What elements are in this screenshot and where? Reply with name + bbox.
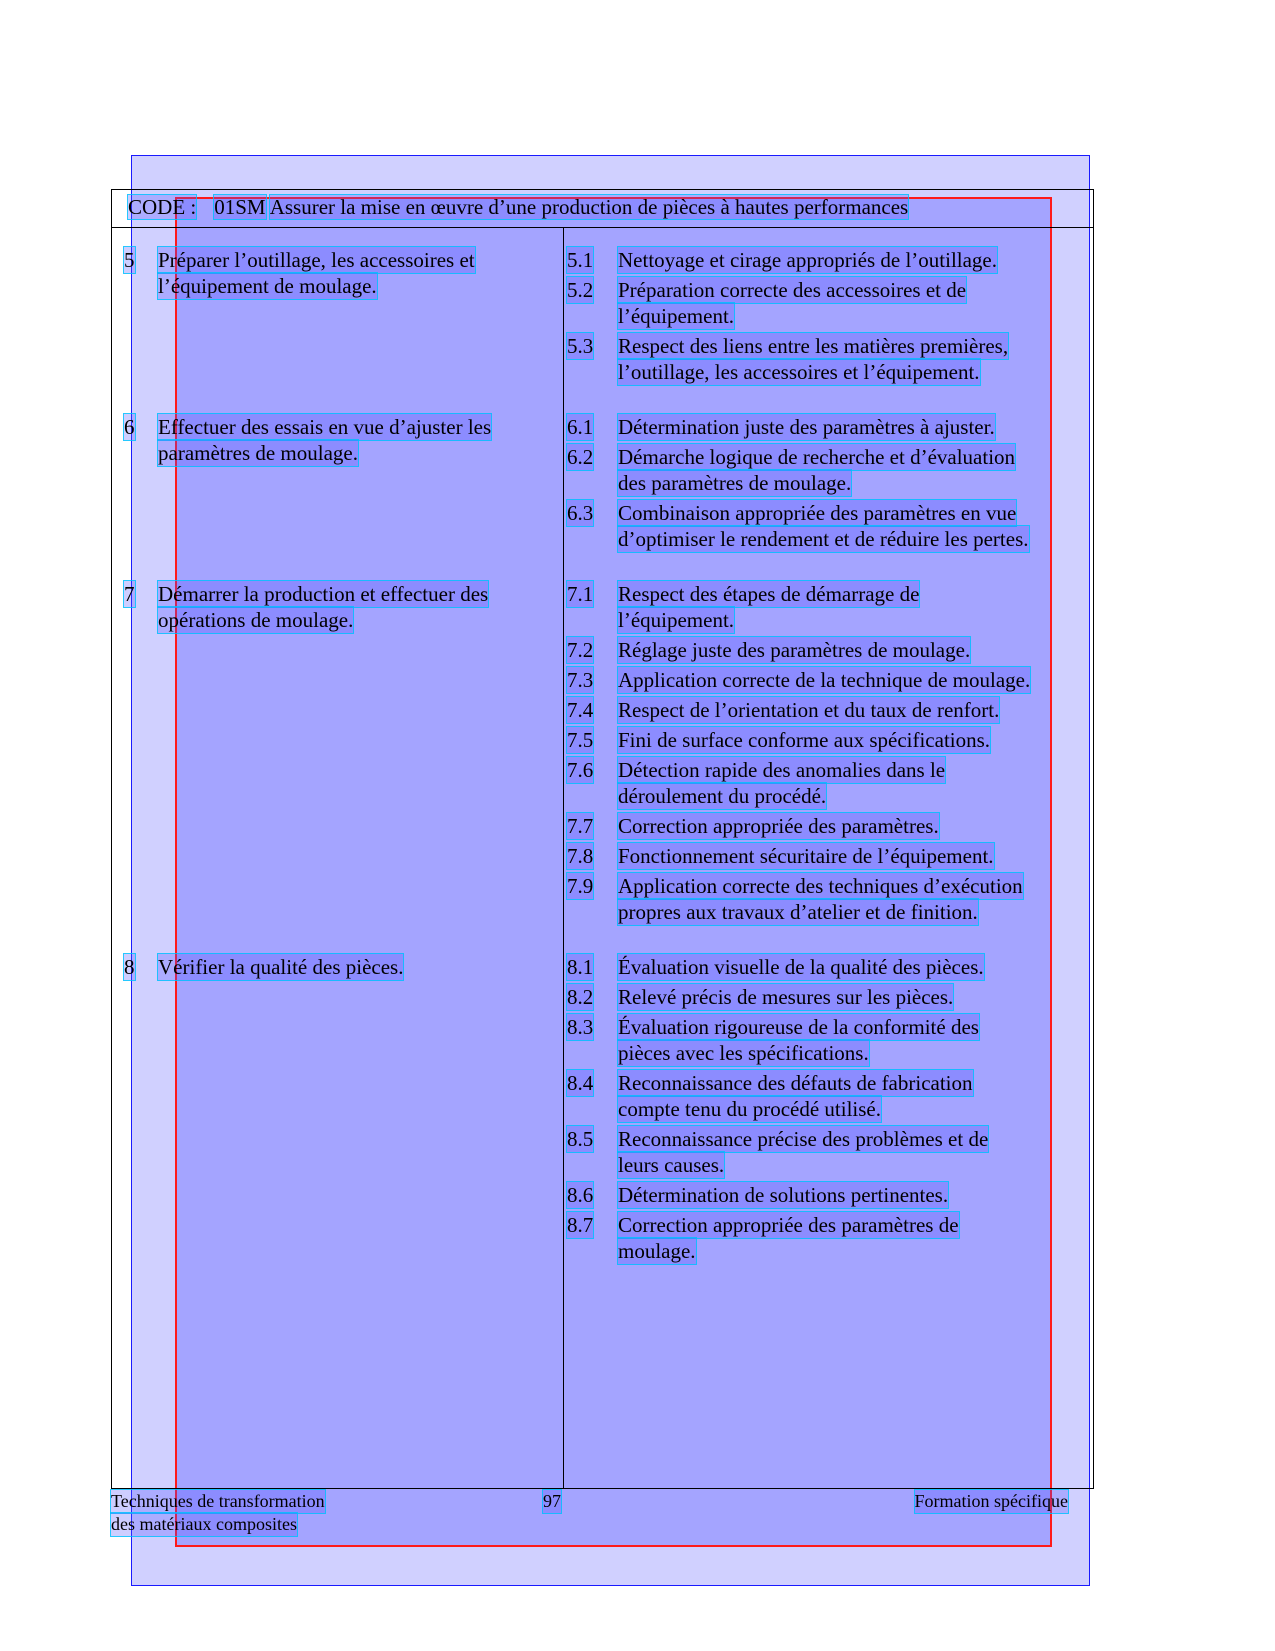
criterion-number: 8.2 bbox=[567, 985, 594, 1009]
criterion-text: Respect de l’orientation et du taux de renfort. bbox=[618, 698, 1000, 722]
criterion-text: pièces avec les spécifications. bbox=[618, 1041, 869, 1065]
criterion-number: 7.3 bbox=[567, 668, 594, 692]
code-label: CODE : bbox=[128, 195, 197, 219]
criterion-number: 5.1 bbox=[567, 248, 594, 272]
element-text: l’équipement de moulage. bbox=[158, 274, 377, 298]
code-header bbox=[128, 194, 908, 220]
criterion-number: 7.2 bbox=[567, 638, 594, 662]
criterion-text: moulage. bbox=[618, 1239, 696, 1263]
criterion-number: 7.1 bbox=[567, 582, 594, 606]
criterion-number: 7.7 bbox=[567, 814, 594, 838]
criterion-text: Détermination de solutions pertinentes. bbox=[618, 1183, 949, 1207]
criterion-text: Détection rapide des anomalies dans le bbox=[618, 758, 946, 782]
criterion-text: Respect des liens entre les matières premières, bbox=[618, 334, 1009, 358]
column-divider bbox=[563, 228, 564, 1489]
criterion-number: 8.1 bbox=[567, 955, 594, 979]
criterion-text: d’optimiser le rendement et de réduire les pertes. bbox=[618, 527, 1029, 551]
criterion-number: 7.4 bbox=[567, 698, 594, 722]
footer-left-line-1: Techniques de transformation bbox=[111, 1491, 325, 1511]
criterion-number: 7.6 bbox=[567, 758, 594, 782]
criterion-text: Détermination juste des paramètres à ajuster. bbox=[618, 415, 995, 439]
criterion-text: des paramètres de moulage. bbox=[618, 471, 852, 495]
criterion-number: 6.3 bbox=[567, 501, 594, 525]
criterion-text: Reconnaissance des défauts de fabrication bbox=[618, 1071, 973, 1095]
criterion-number: 8.5 bbox=[567, 1127, 594, 1151]
criterion-text: Évaluation rigoureuse de la conformité des bbox=[618, 1015, 979, 1039]
criterion-number: 8.6 bbox=[567, 1183, 594, 1207]
criterion-number: 6.2 bbox=[567, 445, 594, 469]
criterion-text: propres aux travaux d’atelier et de finition. bbox=[618, 900, 978, 924]
criterion-text: Fonctionnement sécuritaire de l’équipement. bbox=[618, 844, 994, 868]
criterion-text: Préparation correcte des accessoires et de bbox=[618, 278, 967, 302]
criterion-text: Fini de surface conforme aux spécifications. bbox=[618, 728, 991, 752]
element-text: Vérifier la qualité des pièces. bbox=[158, 955, 404, 979]
element-text: Démarrer la production et effectuer des bbox=[158, 582, 489, 606]
footer-right: Formation spécifique bbox=[914, 1491, 1068, 1511]
criterion-number: 6.1 bbox=[567, 415, 594, 439]
criterion-text: leurs causes. bbox=[618, 1153, 725, 1177]
code-value: 01SM bbox=[214, 195, 266, 219]
criterion-text: Reconnaissance précise des problèmes et de bbox=[618, 1127, 989, 1151]
criterion-text: Correction appropriée des paramètres. bbox=[618, 814, 939, 838]
criterion-text: l’équipement. bbox=[618, 608, 735, 632]
criterion-text: Évaluation visuelle de la qualité des pièces. bbox=[618, 955, 984, 979]
criterion-number: 7.5 bbox=[567, 728, 594, 752]
criterion-text: Application correcte de la technique de moulage. bbox=[618, 668, 1031, 692]
criterion-number: 7.8 bbox=[567, 844, 594, 868]
criterion-text: Correction appropriée des paramètres de bbox=[618, 1213, 959, 1237]
criterion-number: 8.7 bbox=[567, 1213, 594, 1237]
footer-left-line-2: des matériaux composites bbox=[111, 1514, 297, 1534]
criterion-text: l’équipement. bbox=[618, 304, 735, 328]
element-number: 5 bbox=[124, 248, 135, 272]
criterion-text: l’outillage, les accessoires et l’équipement. bbox=[618, 360, 980, 384]
element-text: Effectuer des essais en vue d’ajuster les bbox=[158, 415, 492, 439]
element-text: opérations de moulage. bbox=[158, 608, 354, 632]
criterion-text: Respect des étapes de démarrage de bbox=[618, 582, 920, 606]
criterion-text: Nettoyage et cirage appropriés de l’outillage. bbox=[618, 248, 998, 272]
criterion-number: 8.4 bbox=[567, 1071, 594, 1095]
element-text: paramètres de moulage. bbox=[158, 441, 358, 465]
element-number: 7 bbox=[124, 582, 135, 606]
criterion-text: déroulement du procédé. bbox=[618, 784, 827, 808]
header-rule bbox=[111, 227, 1094, 228]
criterion-text: Relevé précis de mesures sur les pièces. bbox=[618, 985, 954, 1009]
footer-page-number: 97 bbox=[543, 1491, 561, 1511]
code-title: Assurer la mise en œuvre d’une production de pièces à hautes performances bbox=[269, 195, 909, 219]
element-number: 6 bbox=[124, 415, 135, 439]
criterion-number: 7.9 bbox=[567, 874, 594, 898]
criterion-text: Combinaison appropriée des paramètres en vue bbox=[618, 501, 1017, 525]
element-text: Préparer l’outillage, les accessoires et bbox=[158, 248, 475, 272]
criterion-number: 5.2 bbox=[567, 278, 594, 302]
criterion-text: compte tenu du procédé utilisé. bbox=[618, 1097, 882, 1121]
criterion-number: 5.3 bbox=[567, 334, 594, 358]
element-number: 8 bbox=[124, 955, 135, 979]
criterion-text: Application correcte des techniques d’exécution bbox=[618, 874, 1023, 898]
criterion-text: Réglage juste des paramètres de moulage. bbox=[618, 638, 971, 662]
criterion-text: Démarche logique de recherche et d’évaluation bbox=[618, 445, 1016, 469]
criterion-number: 8.3 bbox=[567, 1015, 594, 1039]
